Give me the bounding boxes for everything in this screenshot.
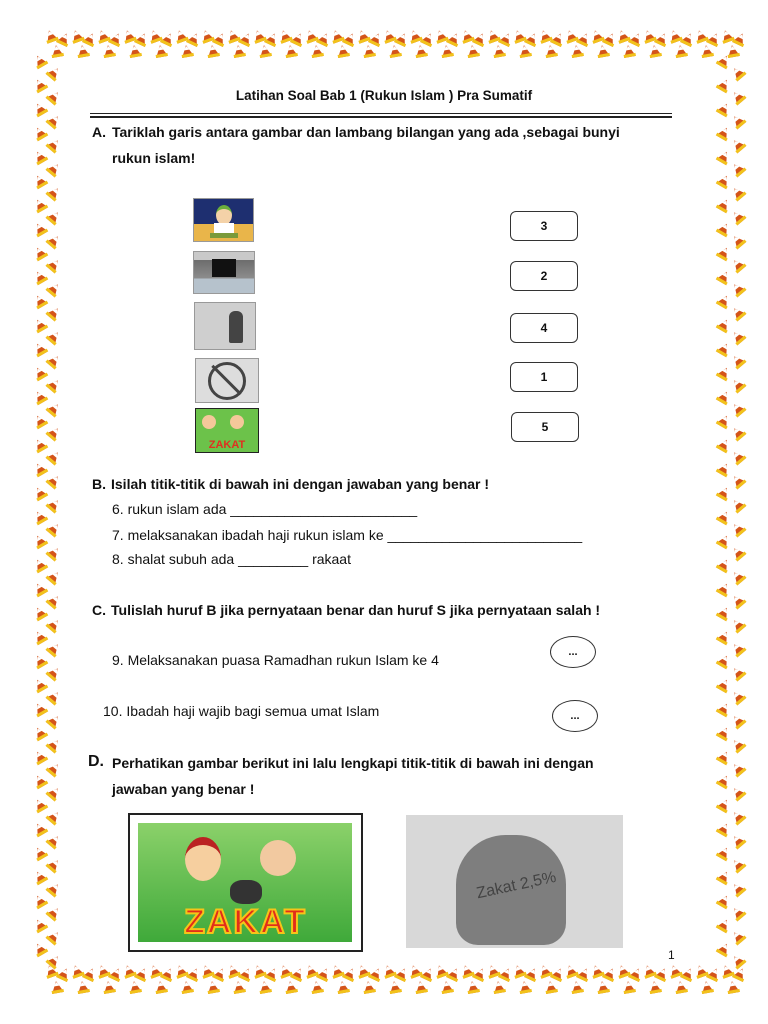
candy-corn-icon: [518, 980, 532, 994]
candy-corn-icon: [46, 569, 63, 586]
candy-corn-icon: [76, 980, 90, 994]
question-7: [112, 527, 582, 543]
candy-corn-icon: [716, 701, 732, 717]
haji-kaaba-image: [193, 251, 255, 294]
candy-corn-icon: [716, 437, 732, 453]
title-rule: [90, 116, 672, 118]
candy-corn-icon: [32, 125, 48, 141]
candy-corn-icon: [716, 605, 732, 621]
candy-corn-icon: [716, 221, 732, 237]
candy-corn-icon: [46, 449, 63, 466]
candy-corn-icon: [32, 869, 48, 885]
candy-corn-icon: [180, 44, 194, 58]
number-box[interactable]: 4: [510, 313, 578, 343]
candy-corn-icon: [716, 485, 732, 501]
candy-corn-icon: [730, 713, 747, 730]
candy-corn-icon: [46, 545, 63, 562]
candy-corn-icon: [32, 581, 48, 597]
candy-corn-icon: [648, 44, 662, 58]
candy-corn-icon: [716, 941, 732, 957]
candy-corn-icon: [32, 605, 48, 621]
candy-corn-icon: [46, 425, 63, 442]
candy-corn-icon: [730, 689, 747, 706]
candy-corn-icon: [206, 44, 220, 58]
candy-corn-icon: [258, 980, 272, 994]
question-text: Ibadah haji wajib bagi semua umat Islam: [126, 703, 380, 719]
candy-corn-icon: [716, 581, 732, 597]
candy-corn-icon: [32, 461, 48, 477]
candy-corn-icon: [414, 44, 428, 58]
candy-corn-icon: [46, 737, 63, 754]
candy-corn-icon: [46, 257, 63, 274]
candy-corn-icon: [46, 209, 63, 226]
candy-corn-icon: [596, 980, 610, 994]
candy-corn-icon: [730, 305, 747, 322]
candy-corn-icon: [32, 557, 48, 573]
candy-corn-icon: [46, 713, 63, 730]
candy-corn-icon: [716, 749, 732, 765]
candy-corn-icon: [206, 980, 220, 994]
candy-corn-icon: [716, 317, 732, 333]
candy-corn-icon: [726, 980, 740, 994]
candy-corn-icon: [730, 665, 747, 682]
candy-corn-icon: [46, 305, 63, 322]
zakat-bag-photo: [406, 815, 623, 948]
candy-corn-icon: [716, 365, 732, 381]
number-box[interactable]: 3: [510, 211, 578, 241]
candy-corn-icon: [32, 413, 48, 429]
candy-corn-icon: [284, 44, 298, 58]
candy-corn-icon: [716, 677, 732, 693]
candy-corn-icon: [32, 725, 48, 741]
section-b-label: B.: [92, 476, 106, 492]
candy-corn-icon: [716, 821, 732, 837]
candy-corn-icon: [716, 125, 732, 141]
candy-corn-icon: [716, 269, 732, 285]
candy-corn-icon: [730, 929, 747, 946]
question-9: [112, 652, 439, 668]
question-text: melaksanakan ibadah haji rukun islam ke _________________________: [127, 527, 583, 543]
candy-corn-icon: [544, 44, 558, 58]
candy-corn-icon: [154, 44, 168, 58]
candy-corn-icon: [716, 101, 732, 117]
candy-corn-icon: [730, 257, 747, 274]
candy-corn-icon: [336, 44, 350, 58]
candy-corn-icon: [32, 197, 48, 213]
candy-corn-icon: [730, 857, 747, 874]
candy-corn-icon: [46, 617, 63, 634]
candy-corn-icon: [46, 401, 63, 418]
candy-corn-icon: [50, 44, 64, 58]
candy-corn-icon: [730, 905, 747, 922]
candy-corn-icon: [46, 689, 63, 706]
candy-corn-icon: [716, 557, 732, 573]
candy-corn-icon: [730, 593, 747, 610]
candy-corn-icon: [32, 677, 48, 693]
candy-corn-icon: [102, 980, 116, 994]
candy-corn-icon: [716, 869, 732, 885]
number-box[interactable]: 5: [511, 412, 579, 442]
question-number: 8.: [112, 551, 124, 567]
candy-corn-icon: [32, 293, 48, 309]
section-d-instruction-2: jawaban yang benar !: [112, 781, 255, 797]
zakat-caption: ZAKAT: [208, 439, 246, 451]
candy-corn-icon: [46, 473, 63, 490]
candy-corn-icon: [716, 413, 732, 429]
candy-corn-icon: [492, 980, 506, 994]
candy-corn-icon: [32, 821, 48, 837]
candy-corn-icon: [32, 941, 48, 957]
candy-corn-icon: [232, 44, 246, 58]
candy-corn-icon: [46, 593, 63, 610]
section-a-label: A.: [92, 124, 106, 140]
candy-corn-icon: [362, 44, 376, 58]
candy-corn-icon: [32, 341, 48, 357]
candy-corn-icon: [46, 881, 63, 898]
candy-corn-icon: [46, 761, 63, 778]
candy-corn-icon: [730, 497, 747, 514]
candy-corn-icon: [730, 233, 747, 250]
candy-corn-icon: [700, 44, 714, 58]
candy-corn-icon: [414, 980, 428, 994]
candy-corn-icon: [154, 980, 168, 994]
candy-corn-icon: [730, 329, 747, 346]
candy-corn-icon: [310, 980, 324, 994]
answer-circle[interactable]: ...: [550, 636, 596, 668]
candy-corn-icon: [716, 917, 732, 933]
candy-corn-icon: [32, 845, 48, 861]
answer-circle[interactable]: ...: [552, 700, 598, 732]
question-number: 6.: [112, 501, 124, 517]
candy-corn-icon: [730, 737, 747, 754]
candy-corn-icon: [730, 545, 747, 562]
candy-corn-icon: [46, 377, 63, 394]
question-6: [112, 501, 417, 517]
candy-corn-icon: [716, 173, 732, 189]
candy-corn-icon: [46, 113, 63, 130]
candy-corn-icon: [730, 377, 747, 394]
candy-corn-icon: [730, 641, 747, 658]
question-number: 10.: [103, 703, 123, 719]
candy-corn-icon: [466, 980, 480, 994]
candy-corn-icon: [102, 44, 116, 58]
candy-corn-icon: [46, 809, 63, 826]
candy-corn-icon: [716, 845, 732, 861]
question-text: rukun islam ada ________________________: [127, 501, 418, 517]
candy-corn-icon: [32, 893, 48, 909]
candy-corn-icon: [50, 980, 64, 994]
candy-corn-icon: [32, 245, 48, 261]
candy-corn-icon: [46, 665, 63, 682]
candy-corn-icon: [716, 773, 732, 789]
section-b-instruction: Isilah titik-titik di bawah ini dengan jawaban yang benar !: [111, 476, 490, 492]
question-text: shalat subuh ada _________ rakaat: [127, 551, 351, 567]
candy-corn-icon: [730, 617, 747, 634]
candy-corn-icon: [730, 785, 747, 802]
page-title: Latihan Soal Bab 1 (Rukun Islam ) Pra Sumatif: [235, 88, 533, 103]
candy-corn-icon: [76, 44, 90, 58]
candy-corn-icon: [32, 173, 48, 189]
candy-corn-icon: [730, 881, 747, 898]
candy-corn-icon: [46, 233, 63, 250]
section-d-instruction: Perhatikan gambar berikut ini lalu lengkapi titik-titik di bawah ini dengan: [112, 755, 594, 771]
candy-corn-icon: [716, 653, 732, 669]
candy-corn-icon: [46, 785, 63, 802]
zakat-illustration: [128, 813, 363, 952]
candy-corn-icon: [32, 485, 48, 501]
puasa-no-eating-image: [195, 358, 259, 403]
candy-corn-icon: [544, 980, 558, 994]
candy-corn-icon: [32, 509, 48, 525]
candy-corn-icon: [730, 425, 747, 442]
candy-corn-icon: [336, 980, 350, 994]
candy-corn-icon: [716, 629, 732, 645]
candy-corn-icon: [730, 353, 747, 370]
candy-corn-icon: [46, 929, 63, 946]
candy-corn-icon: [32, 797, 48, 813]
candy-corn-icon: [46, 497, 63, 514]
zakat-bag-text: Zakat 2,5%: [475, 868, 558, 903]
candy-corn-icon: [32, 221, 48, 237]
candy-corn-icon: [46, 161, 63, 178]
candy-corn-icon: [466, 44, 480, 58]
candy-corn-icon: [32, 749, 48, 765]
candy-corn-icon: [716, 893, 732, 909]
candy-corn-icon: [716, 533, 732, 549]
candy-corn-icon: [180, 980, 194, 994]
candy-corn-icon: [700, 980, 714, 994]
candy-corn-icon: [32, 389, 48, 405]
zakat-image-small: [195, 408, 259, 453]
section-c-label: C.: [92, 602, 106, 618]
candy-corn-icon: [310, 44, 324, 58]
candy-corn-icon: [232, 980, 246, 994]
candy-corn-icon: [716, 341, 732, 357]
candy-corn-icon: [570, 44, 584, 58]
candy-corn-icon: [716, 797, 732, 813]
candy-corn-icon: [388, 44, 402, 58]
candy-corn-icon: [32, 317, 48, 333]
candy-corn-icon: [648, 980, 662, 994]
candy-corn-icon: [730, 761, 747, 778]
candy-corn-icon: [440, 44, 454, 58]
candy-corn-icon: [46, 353, 63, 370]
candy-corn-icon: [730, 401, 747, 418]
number-box[interactable]: 1: [510, 362, 578, 392]
candy-corn-icon: [258, 44, 272, 58]
candy-corn-icon: [716, 509, 732, 525]
candy-corn-icon: [570, 980, 584, 994]
candy-corn-icon: [674, 980, 688, 994]
candy-corn-icon: [716, 197, 732, 213]
candy-corn-icon: [716, 149, 732, 165]
candy-corn-icon: [46, 185, 63, 202]
question-number: 9.: [112, 652, 124, 668]
zakat-caption: ZAKAT: [184, 903, 307, 941]
candy-corn-icon: [716, 389, 732, 405]
candy-corn-icon: [730, 521, 747, 538]
question-8: [112, 551, 351, 567]
candy-corn-icon: [32, 101, 48, 117]
candy-corn-icon: [32, 269, 48, 285]
candy-corn-icon: [674, 44, 688, 58]
candy-corn-icon: [46, 329, 63, 346]
candy-corn-icon: [46, 641, 63, 658]
candy-corn-icon: [730, 161, 747, 178]
candy-corn-icon: [622, 980, 636, 994]
candy-corn-icon: [730, 209, 747, 226]
candy-corn-icon: [46, 905, 63, 922]
section-a-instruction-2: rukun islam!: [112, 150, 196, 166]
candy-corn-icon: [128, 44, 142, 58]
question-text: Melaksanakan puasa Ramadhan rukun Islam ke 4: [127, 652, 439, 668]
number-box[interactable]: 2: [510, 261, 578, 291]
candy-corn-icon: [128, 980, 142, 994]
candy-corn-icon: [730, 833, 747, 850]
candy-corn-icon: [46, 521, 63, 538]
candy-corn-icon: [730, 473, 747, 490]
candy-corn-icon: [32, 629, 48, 645]
candy-corn-icon: [730, 185, 747, 202]
candy-corn-icon: [46, 137, 63, 154]
candy-corn-icon: [730, 449, 747, 466]
syahadat-image: [194, 302, 256, 350]
candy-corn-icon: [32, 365, 48, 381]
section-c-instruction: Tulislah huruf B jika pernyataan benar dan huruf S jika pernyataan salah !: [111, 602, 601, 618]
candy-corn-icon: [492, 44, 506, 58]
section-d-label: D.: [88, 753, 104, 770]
candy-corn-icon: [32, 533, 48, 549]
candy-corn-icon: [46, 857, 63, 874]
title-rule: [90, 113, 672, 114]
candy-corn-icon: [730, 809, 747, 826]
candy-corn-icon: [46, 65, 63, 82]
candy-corn-icon: [730, 569, 747, 586]
candy-corn-icon: [730, 281, 747, 298]
candy-corn-icon: [716, 725, 732, 741]
candy-corn-icon: [32, 653, 48, 669]
candy-corn-icon: [32, 773, 48, 789]
candy-corn-icon: [716, 461, 732, 477]
shalat-image: [193, 198, 254, 242]
candy-corn-icon: [622, 44, 636, 58]
candy-corn-icon: [32, 53, 48, 69]
candy-corn-icon: [730, 65, 747, 82]
candy-corn-icon: [730, 137, 747, 154]
candy-corn-icon: [46, 833, 63, 850]
question-10: [103, 703, 379, 719]
candy-corn-icon: [32, 917, 48, 933]
candy-corn-icon: [388, 980, 402, 994]
question-number: 7.: [112, 527, 124, 543]
candy-corn-icon: [284, 980, 298, 994]
candy-corn-icon: [716, 293, 732, 309]
candy-corn-icon: [362, 980, 376, 994]
candy-corn-icon: [716, 245, 732, 261]
candy-corn-icon: [596, 44, 610, 58]
candy-corn-icon: [32, 149, 48, 165]
page-number: 1: [668, 948, 675, 962]
section-a-instruction: Tariklah garis antara gambar dan lambang bilangan yang ada ,sebagai bunyi: [112, 124, 620, 140]
candy-corn-icon: [440, 980, 454, 994]
candy-corn-icon: [518, 44, 532, 58]
candy-corn-icon: [46, 281, 63, 298]
candy-corn-icon: [32, 701, 48, 717]
candy-corn-icon: [32, 437, 48, 453]
candy-corn-icon: [730, 113, 747, 130]
